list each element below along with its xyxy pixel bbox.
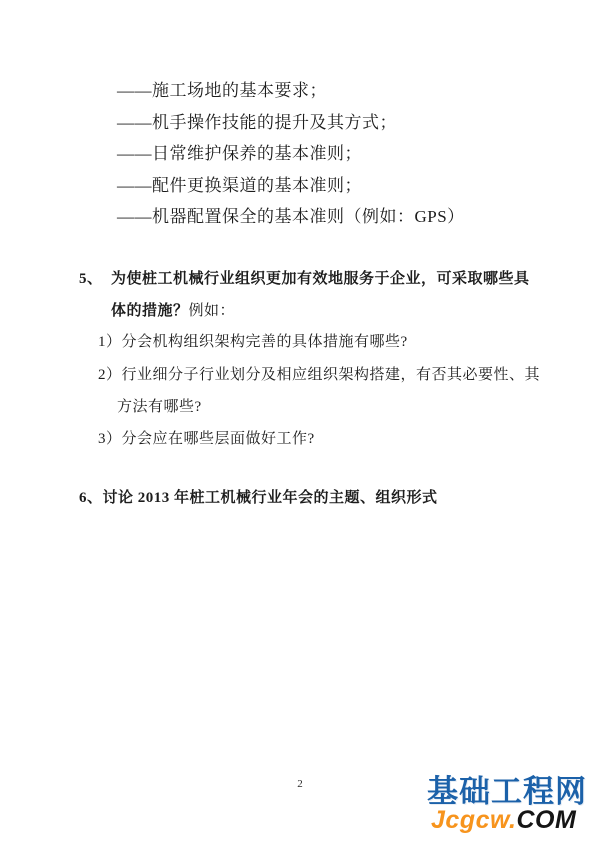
question-5-subitem-2-line2: 方法有哪些? xyxy=(117,399,202,415)
site-logo-domain-orange: Jcgcw. xyxy=(431,806,517,834)
question-5-subitem-2-line1: 2）行业细分子行业划分及相应组织架构搭建，有否其必要性、其 xyxy=(98,367,541,383)
question-5-line1: 为使桩工机械行业组织更加有效地服务于企业，可采取哪些具 xyxy=(111,271,530,287)
dash-item: ——机手操作技能的提升及其方式； xyxy=(117,113,397,132)
question-5-subitem-3: 3）分会应在哪些层面做好工作? xyxy=(98,431,315,447)
site-logo-domain-text xyxy=(431,807,587,833)
question-5-subitem-1: 1）分会机构组织架构完善的具体措施有哪些? xyxy=(98,334,408,350)
question-5-line2-bold: 体的措施？ xyxy=(111,303,189,319)
question-5-line2-normal: 例如： xyxy=(188,303,236,319)
dash-item: ——施工场地的基本要求； xyxy=(117,81,327,100)
dash-item: ——日常维护保养的基本准则； xyxy=(117,144,362,163)
question-5-line2 xyxy=(111,301,235,321)
site-logo-watermark xyxy=(427,774,587,833)
question-5-number: 5、 xyxy=(79,271,103,287)
site-logo-chinese-text: 基础工程网 xyxy=(427,774,587,809)
question-6: 6、讨论 2013 年桩工机械行业年会的主题、组织形式 xyxy=(79,490,438,506)
site-logo-domain-black: COM xyxy=(516,806,577,834)
page-number: 2 xyxy=(297,778,303,790)
dash-item: ——机器配置保全的基本准则（例如：GPS） xyxy=(117,207,465,226)
dash-item: ——配件更换渠道的基本准则； xyxy=(117,176,362,195)
